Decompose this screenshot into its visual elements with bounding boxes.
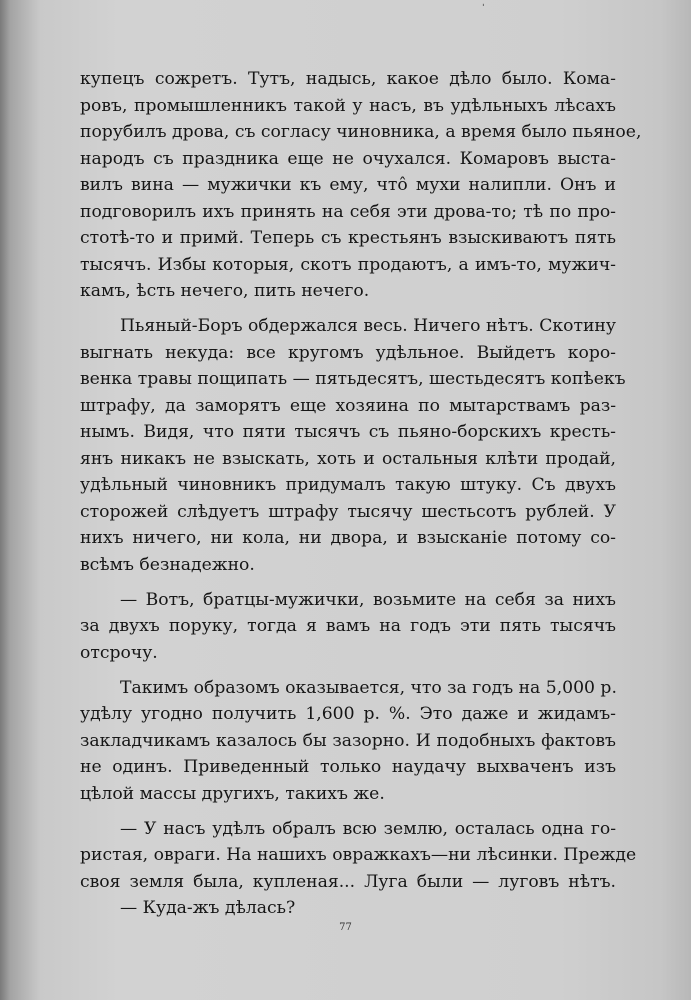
text-line: порубилъ дрова, съ согласу чиновника, а время было пьяное, (80, 122, 642, 142)
text-line: подговорилъ ихъ принять на себя эти дрова-то; тѣ по про- (80, 201, 616, 222)
text-line: не одинъ. Приведенный только наудачу выхваченъ изъ (80, 757, 616, 777)
text-line: — Куда-жъ дѣлась? (120, 898, 296, 918)
paragraph (80, 66, 642, 305)
text-line: Такимъ образомъ оказывается, что за годъ на 5,000 р. (120, 677, 617, 698)
text-line: удѣлу угодно получить 1,600 р. %. Это даже и жидамъ- (80, 704, 616, 724)
text-line: цѣлой массы другихъ, такихъ же. (80, 783, 385, 804)
text-line: удѣльный чиновникъ придумалъ такую штуку. Съ двухъ (80, 475, 616, 495)
text-line: — У насъ удѣлъ обралъ всю землю, осталась одна го- (120, 818, 616, 839)
text-line: своя земля была, купленая... Луга были — луговъ нѣтъ. (80, 871, 616, 892)
text-line: ровъ, промышленникъ такой у насъ, въ удѣльныхъ лѣсахъ (80, 95, 616, 116)
text-line: закладчикамъ казалось бы зазорно. И подобныхъ фактовъ (80, 730, 616, 751)
paragraph (80, 816, 637, 922)
text-line: за двухъ поруку, тогда я вамъ на годъ эти пять тысячъ (80, 616, 616, 636)
text-line: штрафу, да заморятъ еще хозяина по мытарствамъ раз- (80, 395, 616, 416)
text-line: Пьяный-Боръ обдержался весь. Ничего нѣтъ. Скотину (120, 316, 616, 336)
body-text (80, 66, 642, 922)
text-line: народъ съ праздника еще не очухался. Комаровъ выста- (80, 148, 616, 169)
text-line: нихъ ничего, ни кола, ни двора, и взысканіе потому со- (80, 528, 616, 548)
text-line: венка травы пощипать — пятьдесятъ, шестьдесятъ копѣекъ (80, 369, 626, 389)
text-line: ристая, овраги. На нашихъ овражкахъ—ни лѣсинки. Прежде (80, 845, 637, 865)
text-line: вилъ вина — мужички къ ему, что̂ мухи налипли. Онъ и (80, 175, 616, 195)
text-line: стотѣ-то и примй. Теперь съ крестьянъ взыскиваютъ пять (80, 228, 616, 248)
text-line: янъ никакъ не взыскать, хоть и остальныя клѣти продай, (80, 448, 616, 469)
paragraph (80, 587, 616, 667)
text-line: купецъ сожретъ. Тутъ, надысь, какое дѣло было. Кома- (80, 69, 616, 89)
text-line: выгнать некуда: все кругомъ удѣльное. Выйдетъ коро- (80, 342, 616, 363)
text-line: камъ, ѣсть нечего, пить нечего. (80, 281, 370, 301)
text-line: сторожей слѣдуетъ штрафу тысячу шестьсотъ рублей. У (80, 501, 616, 522)
text-line: тысячъ. Избы которыя, скотъ продаютъ, а имъ-то, мужич- (80, 254, 616, 275)
page-number: 77 (339, 922, 352, 933)
paragraph (80, 313, 626, 578)
text-line: отсрочу. (80, 642, 158, 663)
top-mark: ˈ (482, 4, 485, 14)
text-line: всѣмъ безнадежно. (80, 554, 255, 575)
paragraph (80, 675, 616, 808)
text-line: нымъ. Видя, что пяти тысячъ съ пьяно-борскихъ кресть- (80, 422, 616, 442)
text-line: — Вотъ, братцы-мужички, возьмите на себя за нихъ (120, 589, 616, 610)
